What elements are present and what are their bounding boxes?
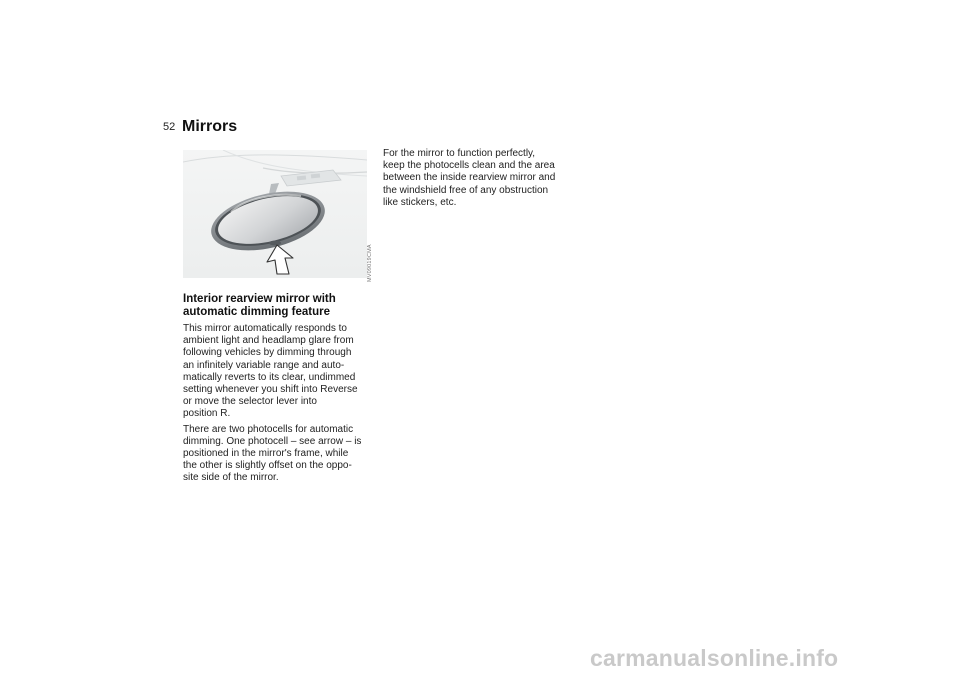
paragraph-maintenance: For the mirror to function perfectly, keep the photocells clean and the area between the inside rearview mirror and the windshield free of any obstruction like stickers, etc. bbox=[383, 148, 556, 208]
figure-code: MV09019CMA bbox=[367, 244, 373, 282]
paragraph-dimming-description: This mirror automatically responds to ambient light and headlamp glare from following vehicles by dimming through an infinitely variable range and auto- matically reverts to its clear, undimmed setting whenever you shift into Reverse or move the selector lever into position R. bbox=[183, 323, 358, 420]
subheading-interior-mirror: Interior rearview mirror with automatic dimming feature bbox=[183, 293, 336, 318]
watermark: carmanualsonline.info bbox=[590, 645, 839, 671]
mirror-illustration bbox=[183, 150, 367, 278]
paragraph-photocells: There are two photocells for automatic dimming. One photocell – see arrow – is positioned in the mirror's frame, while the other is slightly offset on the oppo- site side of the mirror. bbox=[183, 423, 362, 484]
page-number: 52 bbox=[163, 121, 176, 133]
right-column bbox=[383, 148, 583, 212]
left-column bbox=[183, 293, 381, 488]
section-title: Mirrors bbox=[182, 118, 238, 135]
